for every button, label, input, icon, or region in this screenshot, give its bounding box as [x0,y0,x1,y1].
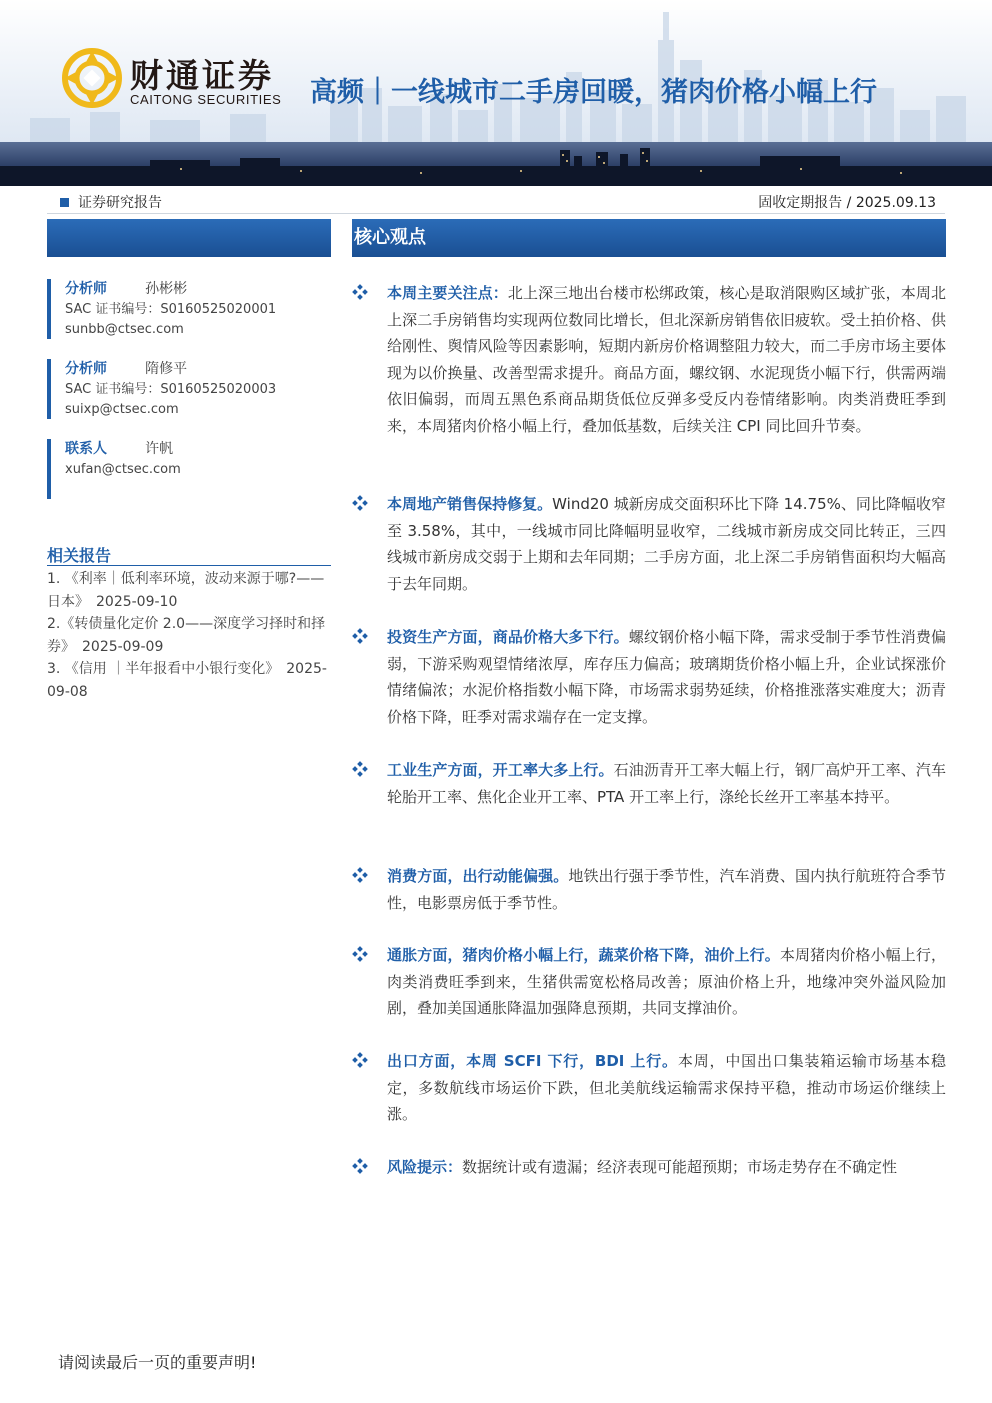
contact-role: 联系人 [65,441,107,457]
report-title: 高频｜一线城市二手房回暖，猪肉价格小幅上行 [310,77,877,108]
contact-card [47,439,331,499]
analyst-heading [65,279,331,300]
diamond-bullet-icon [352,628,368,644]
analyst-card [47,359,331,419]
logo-english-name: CAITONG SECURITIES [130,92,282,107]
report-category [60,192,162,212]
core-point-body: 石油沥青开工率大幅上行，钢厂高炉开工率、汽车轮胎开工率、焦化企业开工率、PTA 开工率上行，涤纶长丝开工率基本持平。 [387,761,946,806]
diamond-bullet-icon [352,761,368,777]
analyst-card [47,279,331,339]
core-point [352,491,946,597]
related-report-link[interactable]: 3. 《信用 ｜半年报看中小银行变化》 2025-09-08 [47,661,327,700]
core-point-text [387,863,946,916]
core-point-body: Wind20 城新房成交面积环比下降 14.75%、同比降幅收窄至 3.58%，其中，一线城市同比降幅明显收窄，二线城市新房成交同比转正，三四线城市新房成交弱于上期和去年同期；二手房方面，北上深二手房销售面积均大幅高于去年同期。 [387,495,946,593]
core-point [352,1154,946,1181]
core-point [352,1048,946,1128]
diamond-bullet-icon [352,284,368,300]
core-point-body: 螺纹钢价格小幅下降，需求受制于季节性消费偏弱，下游采购观望情绪浓厚，库存压力偏高；玻璃期货价格小幅上升，企业试探涨价情绪偏浓；水泥价格指数小幅下降，市场需求弱势延续，价格推涨落实难度大；沥青价格下降，旺季对需求端存在一定支撑。 [387,628,946,726]
contact-name: 许帆 [145,441,174,457]
header-divider [47,213,945,214]
core-point-body: 本周，中国出口集装箱运输市场基本稳定，多数航线市场运价下跌，但北美航线运输需求保持平稳，推动市场运价继续上涨。 [387,1052,946,1123]
company-logo [62,48,302,112]
core-point [352,863,946,916]
core-point-body: 数据统计或有遗漏；经济表现可能超预期；市场走势存在不确定性 [462,1158,898,1176]
analyst-heading [65,359,331,380]
analyst-email[interactable]: suixp@ctsec.com [65,402,179,417]
analyst-role: 分析师 [65,361,107,377]
core-point-body: 北上深三地出台楼市松绑政策，核心是取消限购区域扩张，本周北上深二手房销售均实现两位数同比增长，但北深新房销售依旧疲软。受土拍价格、供给刚性、舆情风险等因素影响，短期内新房价格调整阻力较大，而二手房市场主要体现为以价换量、改善型需求提升。商品方面，螺纹钢、水泥现货小幅下行，供需两端依旧偏弱，而周五黑色系商品期货低位反弹多受反内卷情绪影响。肉类消费旺季到来，本周猪肉价格小幅上行，叠加低基数，后续关注 CPI 同比回升节奏。 [387,284,946,435]
core-point-heading: 出口方面，本周 SCFI 下行，BDI 上行。 [387,1052,678,1070]
report-header [0,0,992,186]
core-point [352,942,946,1022]
core-point-text [387,1048,946,1128]
analyst-email[interactable]: sunbb@ctsec.com [65,322,184,337]
contact-email[interactable]: xufan@ctsec.com [65,462,181,477]
core-point-text [387,942,946,1022]
left-column-banner [47,219,331,257]
core-point [352,757,946,810]
core-point [352,280,946,439]
core-point-heading: 风险提示： [387,1158,463,1176]
analyst-name: 隋修平 [145,361,188,377]
core-point-text [387,624,946,730]
core-point-heading: 通胀方面，猪肉价格小幅上行，蔬菜价格下降，油价上行。 [387,946,780,964]
related-reports-divider [47,565,331,566]
analyst-name: 孙彬彬 [145,281,188,297]
core-point-text [387,1154,946,1181]
core-views-title: 核心观点 [354,227,426,248]
core-point-text [387,757,946,810]
logo-chinese-name: 财通证券 [130,56,274,95]
diamond-bullet-icon [352,1052,368,1068]
report-category-label: 证券研究报告 [78,195,162,211]
diamond-bullet-icon [352,867,368,883]
core-point-heading: 本周地产销售保持修复。 [387,495,553,513]
analyst-role: 分析师 [65,281,107,297]
disclaimer-note: 请阅读最后一页的重要声明! [58,1353,257,1372]
core-point-body: 地铁出行强于季节性，汽车消费、国内执行航班符合季节性，电影票房低于季节性。 [387,867,946,912]
related-report-link[interactable]: 1. 《利率｜低利率环境，波动来源于哪?——日本》 2025-09-10 [47,571,325,610]
core-point-heading: 投资生产方面，商品价格大多下行。 [387,628,629,646]
diamond-bullet-icon [352,495,368,511]
analyst-cert: SAC 证书编号：S0160525020003 [65,382,277,397]
related-report-link[interactable]: 2.《转债量化定价 2.0——深度学习择时和择券》 2025-09-09 [47,616,326,655]
core-point-heading: 本周主要关注点： [387,284,508,302]
core-views-banner [352,219,946,257]
analyst-cert: SAC 证书编号：S0160525020001 [65,302,277,317]
core-point-heading: 消费方面，出行动能偏强。 [387,867,569,885]
diamond-bullet-icon [352,1158,368,1174]
core-point-text [387,280,946,439]
core-point-body: 本周猪肉价格小幅上行，肉类消费旺季到来，生猪供需宽松格局改善；原油价格上升，地缘冲突外溢风险加剧，叠加美国通胀降温加强降息预期，共同支撑油价。 [387,946,946,1017]
diamond-bullet-icon [352,946,368,962]
related-reports-list [47,568,337,703]
core-point-heading: 工业生产方面，开工率大多上行。 [387,761,614,779]
core-point-text [387,491,946,597]
report-type-date: 固收定期报告 / 2025.09.13 [758,195,936,211]
contact-heading [65,439,331,460]
square-marker-icon [60,198,69,207]
related-reports-title: 相关报告 [47,546,112,565]
core-point [352,624,946,730]
coin-logo-icon [62,48,122,108]
